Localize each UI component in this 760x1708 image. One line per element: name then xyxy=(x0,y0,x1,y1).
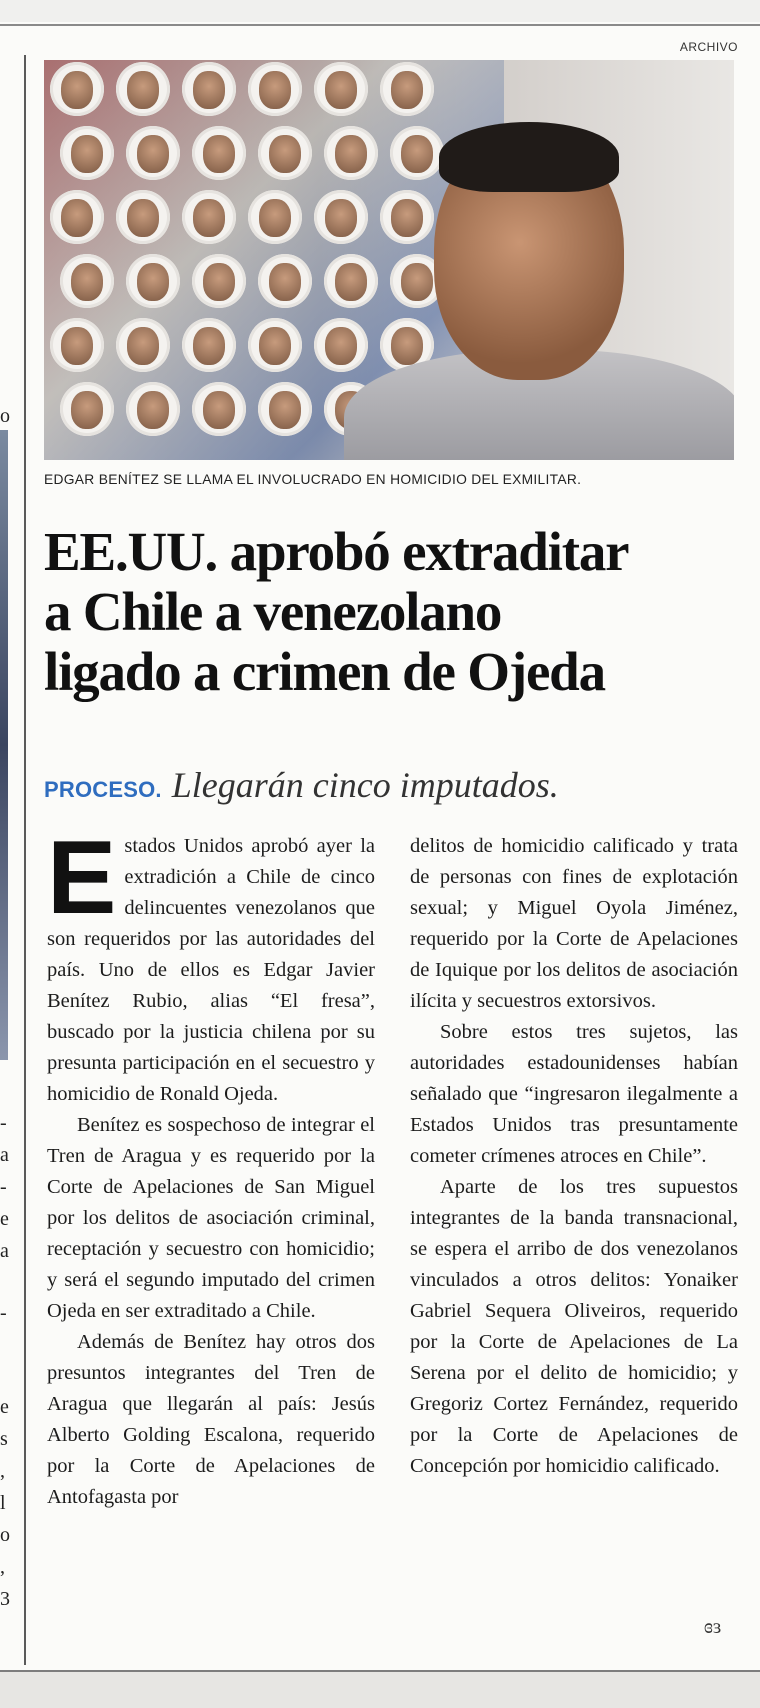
adjacent-article-photo-edge xyxy=(0,430,8,1060)
collage-portrait xyxy=(248,62,302,116)
collage-portrait xyxy=(192,382,246,436)
collage-portrait xyxy=(258,254,312,308)
body-paragraph: Sobre estos tres sujetos, las autoridades estadounidenses habían señalado que “ingresaron ilegalmente a Estados Unidos tras presuntamente cometer crímenes atroces en Chile”. xyxy=(410,1021,738,1167)
margin-fragment: s xyxy=(0,1428,8,1450)
collage-portrait xyxy=(314,62,368,116)
collage-portrait xyxy=(50,62,104,116)
collage-portrait xyxy=(192,254,246,308)
collage-portrait xyxy=(116,62,170,116)
margin-fragment: a xyxy=(0,1144,9,1166)
top-rule xyxy=(0,24,760,26)
collage-portrait xyxy=(182,318,236,372)
body-paragraph: Además de Benítez hay otros dos presuntos integrantes del Tren de Aragua que llegarán al país: Jesús Alberto Golding Escalona, requerido por la Corte de Apelaciones de Antofagasta por xyxy=(47,1331,375,1508)
margin-fragment: , xyxy=(0,1556,5,1578)
collage-portrait xyxy=(182,190,236,244)
collage-portrait xyxy=(258,382,312,436)
collage-portrait xyxy=(60,254,114,308)
margin-fragment: , xyxy=(0,1460,5,1482)
section-kicker: PROCESO. xyxy=(44,777,162,802)
margin-fragment: e xyxy=(0,1208,9,1230)
end-of-article-mark: ɞɜ xyxy=(704,1616,722,1638)
margin-fragment: - xyxy=(0,1302,7,1324)
collage-portrait xyxy=(380,190,434,244)
margin-fragment: 3 xyxy=(0,1588,10,1610)
collage-portrait xyxy=(324,254,378,308)
body-paragraph xyxy=(47,820,375,1110)
headline-line: EE.UU. aprobó extraditar xyxy=(44,521,629,582)
collage-portrait xyxy=(182,62,236,116)
margin-fragment: - xyxy=(0,1112,7,1134)
margin-fragment: - xyxy=(0,1176,7,1198)
collage-portrait xyxy=(314,190,368,244)
margin-fragment: o xyxy=(0,1524,10,1546)
article-photo xyxy=(44,60,734,460)
headline-line: a Chile a venezolano xyxy=(44,581,502,642)
collage-portrait xyxy=(248,190,302,244)
headline xyxy=(44,522,744,702)
collage-portrait xyxy=(324,126,378,180)
collage-portrait xyxy=(116,190,170,244)
collage-portrait xyxy=(248,318,302,372)
collage-portrait xyxy=(192,126,246,180)
body-paragraph: Benítez es sospechoso de integrar el Tren de Aragua y es requerido por la Corte de Apelaciones de San Miguel por los delitos de asociación criminal, receptación y secuestro con homicidio; y será el segundo imputado del crimen Ojeda en ser extraditado a Chile. xyxy=(47,1114,375,1322)
margin-fragment: a xyxy=(0,1240,9,1262)
body-column-2 xyxy=(410,831,738,1482)
next-article-strip xyxy=(0,1672,760,1708)
collage-portrait xyxy=(60,382,114,436)
collage-portrait xyxy=(50,318,104,372)
collage-portrait xyxy=(60,126,114,180)
photo-caption: EDGAR BENÍTEZ SE LLAMA EL INVOLUCRADO EN HOMICIDIO DEL EXMILITAR. xyxy=(44,472,582,487)
collage-portrait xyxy=(126,382,180,436)
collage-portrait xyxy=(258,126,312,180)
subheadline: Llegarán cinco imputados. xyxy=(171,765,559,805)
column-divider xyxy=(24,55,26,1665)
body-column-1 xyxy=(47,820,375,1513)
collage-portrait xyxy=(314,318,368,372)
photo-subject-hair xyxy=(439,122,619,192)
drop-cap: E xyxy=(47,820,117,936)
collage-portrait xyxy=(50,190,104,244)
margin-fragment: l xyxy=(0,1492,6,1514)
previous-page-strip xyxy=(0,0,760,22)
margin-fragment: e xyxy=(0,1396,9,1418)
margin-fragment: o xyxy=(0,405,10,427)
body-paragraph: delitos de homicidio calificado y trata de personas con fines de explotación sexual; y Miguel Oyola Jiménez, requerido por la Corte de Apelaciones de Iquique por los delitos de asociación ilícita y secuestros extorsivos. xyxy=(410,835,738,1012)
body-paragraph-text: stados Unidos aprobó ayer la extradición a Chile de cinco delincuentes venezolanos que son requeridos por las autoridades del país. Uno de ellos es Edgar Javier Benítez Rubio, alias “El fresa”, buscado por la justicia chilena por su presunta participación en el secuestro y homicidio de Ronald Ojeda. xyxy=(47,835,375,1105)
headline-line: ligado a crimen de Ojeda xyxy=(44,641,605,702)
collage-portrait xyxy=(390,126,444,180)
collage-portrait xyxy=(380,62,434,116)
photo-credit: ARCHIVO xyxy=(679,40,738,54)
deck xyxy=(44,764,744,806)
collage-portrait xyxy=(116,318,170,372)
collage-portrait xyxy=(126,254,180,308)
collage-portrait xyxy=(126,126,180,180)
body-paragraph: Aparte de los tres supuestos integrantes de la banda transnacional, se espera el arribo de dos venezolanos vinculados a otros delitos: Yonaiker Gabriel Sequera Oliveiros, requerido por la Corte de Apelaciones de La Serena por el delito de homicidio; y Gregoriz Cortez Fernández, requerido por la Corte de Apelaciones de Concepción por homicidio calificado. xyxy=(410,1176,738,1477)
